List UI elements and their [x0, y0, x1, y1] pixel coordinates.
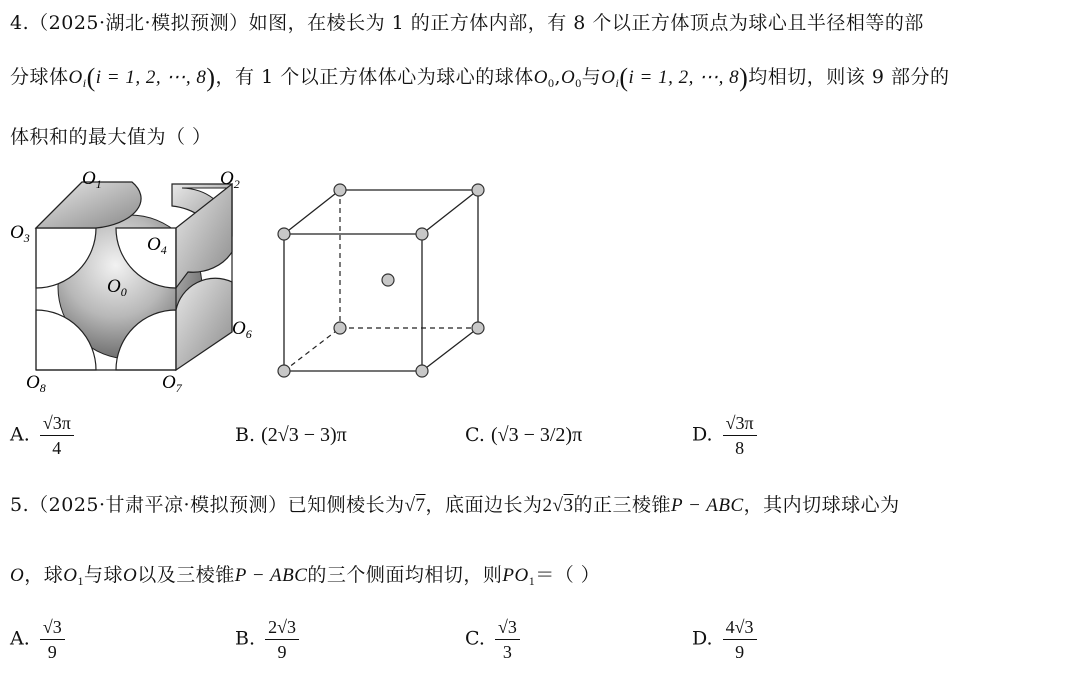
q5-line-1: 5.（2025·甘肃平凉·模拟预测）已知侧棱长为√7，底面边长为2√3的正三棱锥P − ABC，其内切球球心为 — [10, 494, 900, 516]
center-point — [382, 274, 394, 286]
q4-option-B[interactable]: B. (2√3 − 3)π — [235, 424, 347, 446]
label-O3: $O_3$ — [10, 222, 30, 245]
q4-index-1: i = 1, 2, ⋯, 8 — [95, 67, 207, 88]
figure-spheres-cube — [12, 162, 262, 398]
q5-option-B[interactable]: B. $\frac{2√3}{9}$ — [235, 616, 303, 663]
label-O7: $O_7$ — [162, 372, 182, 395]
label-O4: $O_4$ — [147, 234, 167, 257]
q4-text-1: 如图，在棱长为 1 的正方体内部，有 8 个以正方体顶点为球心且半径相等的部 — [248, 12, 924, 34]
q4-option-C[interactable]: C. (√3 − 3/2)π — [465, 424, 583, 446]
q4-option-D[interactable]: D. $\frac{√3\pi}{8}$ — [692, 412, 761, 459]
q5-option-A[interactable]: A. $\frac{√3}{9}$ — [10, 616, 69, 663]
q5-source: （2025·甘肃平凉·模拟预测） — [29, 494, 288, 516]
q4-text-2d: 均相切，则该 9 部分的 — [748, 66, 950, 88]
label-O6: $O_6$ — [232, 318, 252, 341]
label-O8: $O_8$ — [26, 372, 46, 395]
q4-line-2: 分球体$O_i(i = 1$, 2, ⋯, 8)，有 1 个以正方体体心为球心的球体$O_0,O_0$与$O_i(i = 1$, 2, ⋯, 8)均相切，则该 9 部分的 — [10, 63, 950, 92]
q5-line-2: O，球$O_1$与球O以及三棱锥P − ABC的三个侧面均相切，则$PO_1=$（ ） — [10, 564, 601, 588]
q4-index-2: i = 1, 2, ⋯, 8 — [628, 67, 740, 88]
q5-number: 5. — [10, 494, 30, 516]
label-O0: $O_0$ — [107, 276, 127, 299]
q4-line-3: 体积和的最大值为（ ） — [10, 126, 212, 148]
label-O1: $O_1$ — [82, 168, 102, 191]
label-O2: $O_2$ — [220, 168, 240, 191]
q5-option-C[interactable]: C. $\frac{√3}{3}$ — [465, 616, 524, 663]
figure-cube-wireframe — [270, 176, 495, 381]
q4-option-A[interactable]: A. $\frac{√3\pi}{4}$ — [10, 412, 78, 459]
q4-line-1 — [10, 8, 924, 35]
q4-source: （2025·湖北·模拟预测） — [29, 12, 249, 34]
q5-option-D[interactable]: D. $\frac{4√3}{9}$ — [692, 616, 761, 663]
q4-number: 4. — [10, 12, 30, 34]
q4-text-2b: ，有 1 个以正方体体心为球心的球体 — [215, 66, 534, 88]
q4-text-2c: 与 — [581, 66, 602, 88]
q4-text-2a: 分球体 — [10, 66, 69, 88]
